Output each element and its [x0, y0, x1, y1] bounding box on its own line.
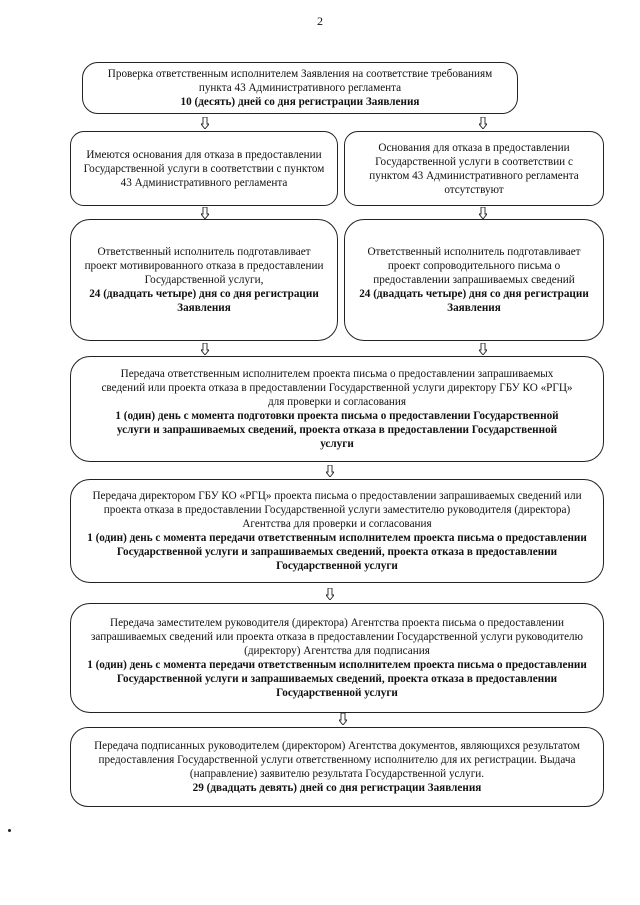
step-4-box — [70, 356, 604, 462]
step-3-right-text: Ответственный исполнитель подготавливает проект сопроводительного письма о предоставлении запрашиваемых сведений — [367, 246, 581, 286]
scan-mark — [8, 829, 11, 832]
step-3-left-deadline: 24 (двадцать четыре) дня со дня регистрации Заявления — [89, 288, 319, 314]
arrow-down-icon — [479, 207, 487, 219]
step-3-right-deadline: 24 (двадцать четыре) дня со дня регистрации Заявления — [359, 288, 589, 314]
step-4-deadline: 1 (один) день с момента подготовки проекта письма о предоставлении Государственной услуги и запрашиваемых сведений, проекта отказа в предоставлении Государственной услуги — [115, 410, 559, 450]
step-6-deadline: 1 (один) день с момента передачи ответственным исполнителем проекта письма о предоставлении Государственной услуги и запрашиваемых сведений, проекта отказа в предоставлении Государственной услуги — [87, 659, 587, 699]
step-1-text: Проверка ответственным исполнителем Заявления на соответствие требованиям пункта 43 Административного регламента — [107, 68, 493, 94]
step-4-text: Передача ответственным исполнителем проекта письма о предоставлении запрашиваемых сведений или проекта отказа в предоставлении Государственной услуги директору ГБУ КО «РГЦ» для проверки и согласования — [101, 368, 573, 408]
arrow-down-icon — [479, 343, 487, 355]
arrow-down-icon — [201, 117, 209, 129]
step-5-box — [70, 479, 604, 583]
step-5-deadline: 1 (один) день с момента передачи ответственным исполнителем проекта письма о предоставлении Государственной услуги и запрашиваемых сведений, проекта отказа в предоставлении Государственной услуги — [87, 532, 587, 572]
step-6-text: Передача заместителем руководителя (директора) Агентства проекта письма о предоставлении запрашиваемых сведений или проекта отказа в предоставлении Государственной услуги руководителю (директору) Агентства для подписания — [90, 617, 583, 657]
step-2-left-text: Имеются основания для отказа в предоставлении Государственной услуги в соответствии с пунктом 43 Административного регламента — [83, 148, 325, 189]
page-number: 2 — [317, 14, 323, 28]
step-1-deadline: 10 (десять) дней со дня регистрации Заявления — [180, 96, 420, 108]
step-3-left-box — [70, 219, 338, 341]
arrow-down-icon — [339, 713, 347, 725]
arrow-down-icon — [201, 207, 209, 219]
step-6-box — [70, 603, 604, 713]
step-3-right-box — [344, 219, 604, 341]
step-2-right-text: Основания для отказа в предоставлении Государственной услуги в соответствии с пунктом 43 Административного регламента отсутствуют — [369, 141, 579, 196]
step-7-text: Передача подписанных руководителем (директором) Агентства документов, являющихся результатом предоставления Государственной услуги ответственному исполнителю для их регистрации. Выдача (направление) заявителю результата Государственной услуги. — [94, 740, 580, 780]
step-5-text: Передача директором ГБУ КО «РГЦ» проекта письма о предоставлении запрашиваемых сведений или проекта отказа в предоставлении Государственной услуги заместителю руководителя (директора) Агентства для проверки и согласования — [92, 490, 582, 530]
arrow-down-icon — [326, 465, 334, 477]
step-1-box — [82, 62, 518, 114]
step-7-box — [70, 727, 604, 807]
arrow-down-icon — [201, 343, 209, 355]
arrow-down-icon — [326, 588, 334, 600]
step-7-deadline: 29 (двадцать девять) дней со дня регистрации Заявления — [192, 782, 482, 794]
step-3-left-text: Ответственный исполнитель подготавливает проект мотивированного отказа в предоставлении Государственной услуги, — [84, 246, 324, 286]
step-2-right-box — [344, 131, 604, 206]
step-2-left-box — [70, 131, 338, 206]
arrow-down-icon — [479, 117, 487, 129]
